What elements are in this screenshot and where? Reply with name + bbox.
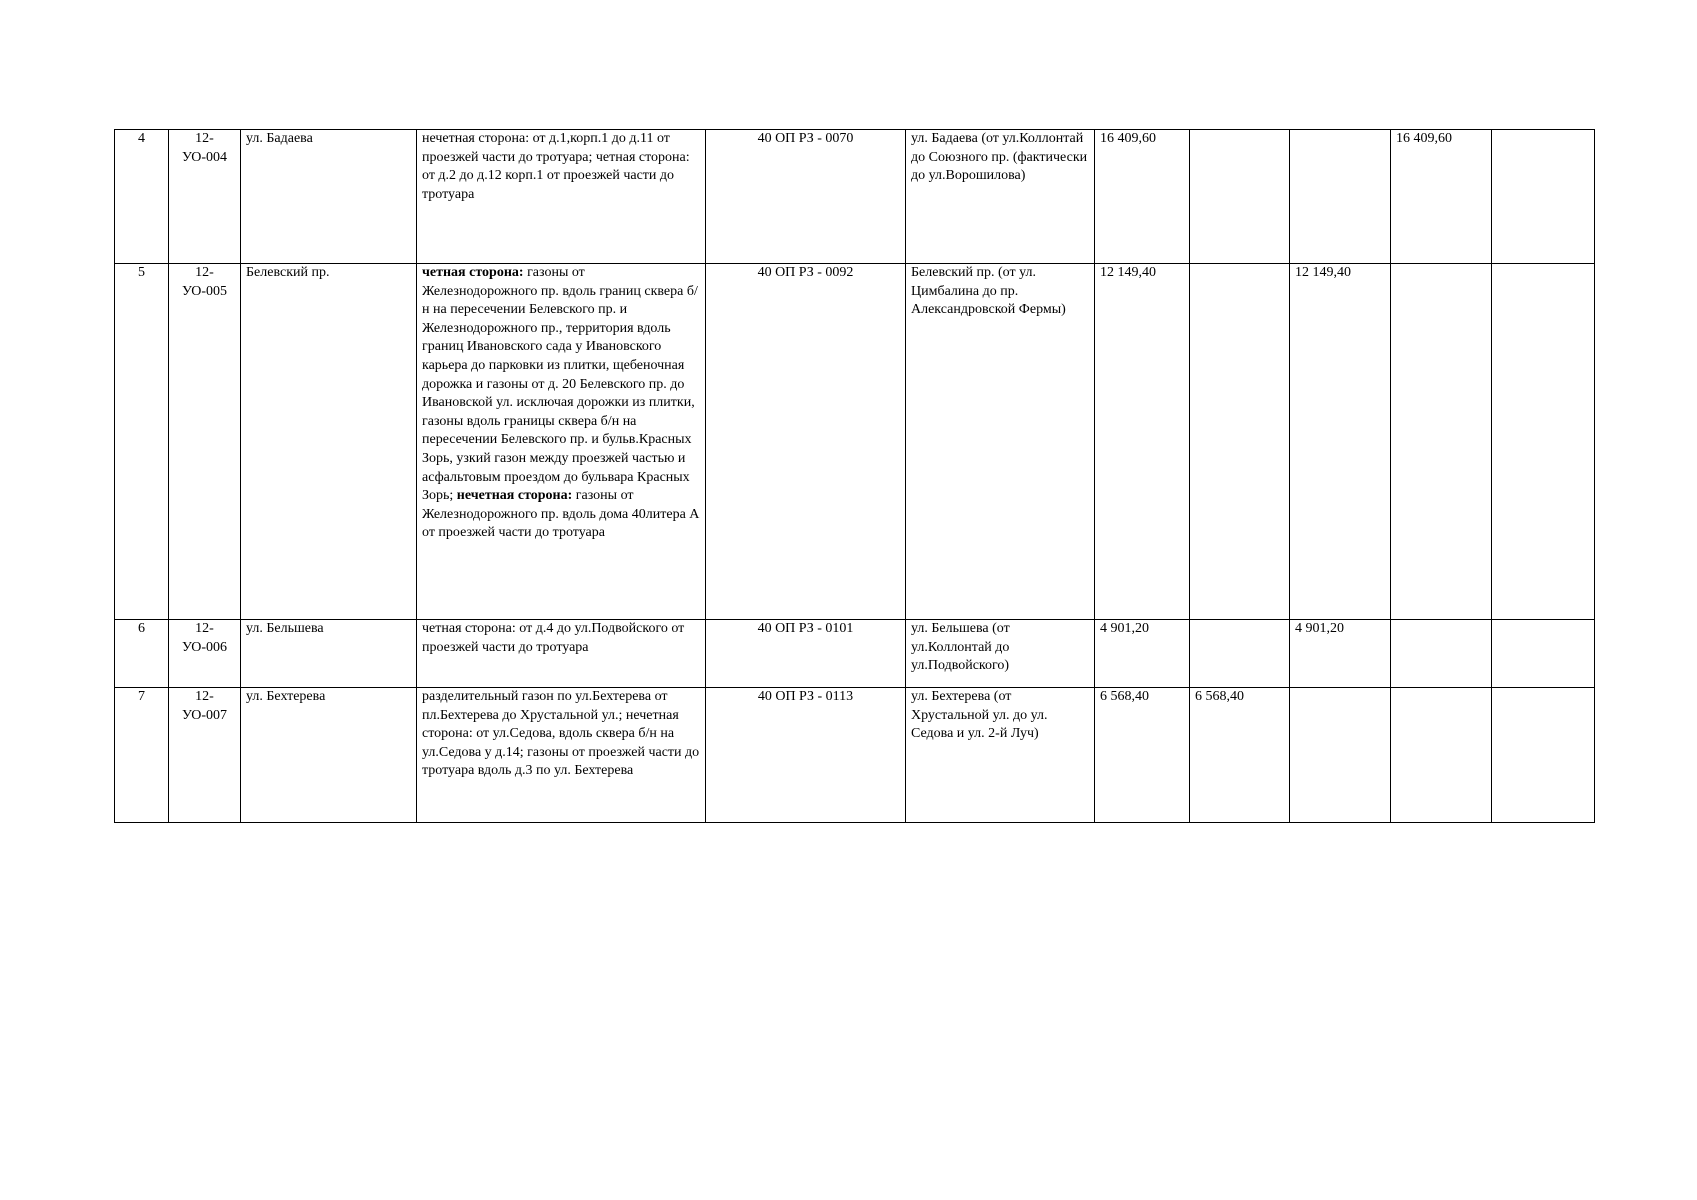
description-text: газоны от Железнодорожного пр. вдоль дома 40литера А от проезжей части до тротуара bbox=[422, 488, 700, 541]
table-row bbox=[115, 264, 1595, 620]
street-name: ул. Бадаева bbox=[241, 130, 417, 264]
street-name: Белевский пр. bbox=[241, 264, 417, 620]
area-value-3 bbox=[1391, 620, 1492, 688]
road-id: 40 ОП РЗ - 0101 bbox=[706, 620, 906, 688]
street-name: ул. Бельшева bbox=[241, 620, 417, 688]
row-number: 6 bbox=[115, 620, 169, 688]
area-value-2: 12 149,40 bbox=[1290, 264, 1391, 620]
area-value-3: 16 409,60 bbox=[1391, 130, 1492, 264]
area-value-4 bbox=[1492, 264, 1595, 620]
object-code: 12-УО-006 bbox=[169, 620, 241, 688]
description-text: разделительный газон по ул.Бехтерева от пл.Бехтерева до Хрустальной ул.; нечетная сторона: от ул.Седова, вдоль сквера б/н на ул.Седова у д.14; газоны от проезжей части до тротуара вдоль д.3 по ул. Бехтерева bbox=[422, 689, 700, 779]
total-area: 16 409,60 bbox=[1095, 130, 1190, 264]
area-value-2 bbox=[1290, 130, 1391, 264]
description-text: четная сторона: от д.4 до ул.Подвойского от проезжей части до тротуара bbox=[422, 621, 685, 655]
area-value-1 bbox=[1190, 130, 1290, 264]
area-value-2: 4 901,20 bbox=[1290, 620, 1391, 688]
description-heading: четная сторона: bbox=[422, 265, 524, 280]
table-row bbox=[115, 130, 1595, 264]
area-description bbox=[417, 264, 706, 620]
area-value-1 bbox=[1190, 264, 1290, 620]
description-text: газоны от Железнодорожного пр. вдоль границ сквера б/н на пересечении Белевского пр. и Железнодорожного пр., территория вдоль границ Ивановского сада у Ивановского карьера до парковки из плитки, щебеночная дорожка и газоны от д. 20 Белевского пр. до Ивановской ул. исключая дорожки из плитки, газоны вдоль границы сквера б/н на пересечении Белевского пр. и бульв.Красных Зорь, узкий газон между проезжей частью и асфальтовым проездом до бульвара Красных Зорь; bbox=[422, 265, 698, 504]
area-value-4 bbox=[1492, 620, 1595, 688]
table-body bbox=[115, 130, 1595, 823]
area-value-4 bbox=[1492, 130, 1595, 264]
area-value-3 bbox=[1391, 688, 1492, 823]
table-row bbox=[115, 620, 1595, 688]
street-name: ул. Бехтерева bbox=[241, 688, 417, 823]
object-code: 12-УО-007 bbox=[169, 688, 241, 823]
road-name: ул. Бадаева (от ул.Коллонтай до Союзного пр. (фактически до ул.Ворошилова) bbox=[906, 130, 1095, 264]
row-number: 4 bbox=[115, 130, 169, 264]
table-row bbox=[115, 688, 1595, 823]
road-id: 40 ОП РЗ - 0070 bbox=[706, 130, 906, 264]
area-value-2 bbox=[1290, 688, 1391, 823]
total-area: 4 901,20 bbox=[1095, 620, 1190, 688]
area-value-4 bbox=[1492, 688, 1595, 823]
area-description bbox=[417, 688, 706, 823]
description-text: нечетная сторона: от д.1,корп.1 до д.11 от проезжей части до тротуара; четная сторона: от д.2 до д.12 корп.1 от проезжей части до тротуара bbox=[422, 131, 690, 202]
area-value-1 bbox=[1190, 620, 1290, 688]
area-value-3 bbox=[1391, 264, 1492, 620]
road-name: ул. Бельшева (от ул.Коллонтай до ул.Подвойского) bbox=[906, 620, 1095, 688]
row-number: 5 bbox=[115, 264, 169, 620]
road-name: ул. Бехтерева (от Хрустальной ул. до ул. Седова и ул. 2-й Луч) bbox=[906, 688, 1095, 823]
road-id: 40 ОП РЗ - 0113 bbox=[706, 688, 906, 823]
road-id: 40 ОП РЗ - 0092 bbox=[706, 264, 906, 620]
total-area: 12 149,40 bbox=[1095, 264, 1190, 620]
road-name: Белевский пр. (от ул. Цимбалина до пр. Александровской Фермы) bbox=[906, 264, 1095, 620]
description-heading: нечетная сторона: bbox=[456, 488, 573, 504]
document-table bbox=[114, 129, 1595, 823]
area-description bbox=[417, 130, 706, 264]
area-value-1: 6 568,40 bbox=[1190, 688, 1290, 823]
object-code: 12-УО-005 bbox=[169, 264, 241, 620]
total-area: 6 568,40 bbox=[1095, 688, 1190, 823]
row-number: 7 bbox=[115, 688, 169, 823]
object-code: 12-УО-004 bbox=[169, 130, 241, 264]
area-description bbox=[417, 620, 706, 688]
